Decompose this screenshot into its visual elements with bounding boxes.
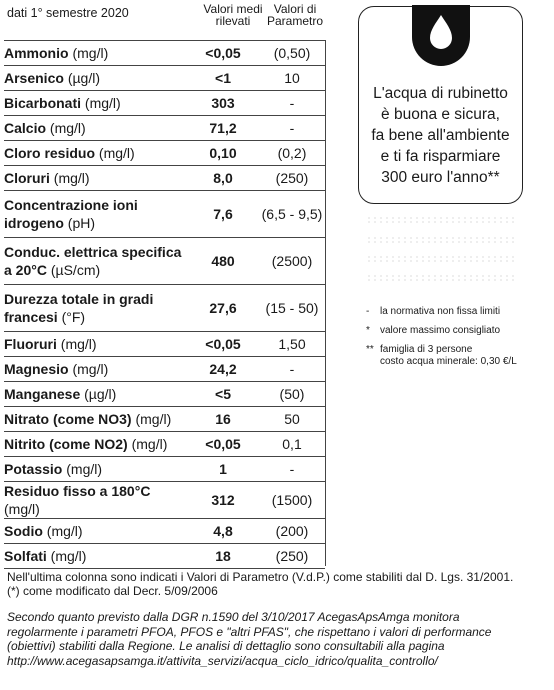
parameter-limit: (2500) bbox=[259, 238, 325, 285]
parameter-name: Cloro residuo bbox=[4, 145, 96, 161]
parameter-limit: (15 - 50) bbox=[259, 285, 325, 332]
parameter-unit: (°F) bbox=[61, 309, 86, 325]
note-no-limit: - la normativa non fissa limiti bbox=[366, 306, 501, 317]
parameter-unit: (mg/l) bbox=[135, 411, 172, 427]
parameter-limit: - bbox=[259, 457, 325, 482]
water-drop-icon bbox=[412, 5, 470, 67]
parameter-name: Cloruri bbox=[4, 170, 50, 186]
table-row bbox=[4, 66, 325, 91]
card-line-5: 300 euro l'anno** bbox=[381, 169, 500, 186]
parameter-limit: (250) bbox=[259, 166, 325, 191]
parameter-unit: (mg/l) bbox=[66, 461, 103, 477]
parameter-unit: (mg/l) bbox=[98, 145, 135, 161]
faded-text-placeholder bbox=[366, 255, 516, 263]
parameter-unit: (µS/cm) bbox=[50, 262, 101, 278]
measured-value: <0,05 bbox=[187, 41, 259, 66]
column-header-measured: Valori medi rilevati bbox=[203, 2, 263, 28]
faded-text-placeholder bbox=[366, 274, 516, 282]
measured-value: 4,8 bbox=[187, 519, 259, 544]
table-row bbox=[4, 166, 325, 191]
parameter-limit: - bbox=[259, 91, 325, 116]
table-row bbox=[4, 357, 325, 382]
parameter-name-cell bbox=[4, 357, 187, 382]
parameter-limit: 1,50 bbox=[259, 332, 325, 357]
parameter-unit: (mg/l) bbox=[72, 361, 109, 377]
table-row bbox=[4, 519, 325, 544]
parameter-unit: (mg/l) bbox=[49, 120, 86, 136]
parameter-unit: (pH) bbox=[67, 215, 96, 231]
parameter-name: Bicarbonati bbox=[4, 95, 82, 111]
parameter-limit: - bbox=[259, 116, 325, 141]
parameter-name: Fluoruri bbox=[4, 336, 57, 352]
parameter-name: Sodio bbox=[4, 523, 43, 539]
column-header-parameter: Valori di Parametro bbox=[266, 2, 324, 28]
parameter-name: Concentrazione ioni idrogeno bbox=[4, 197, 138, 231]
note-family-cost: ** famiglia di 3 persone costo acqua minerale: 0,30 €/L bbox=[366, 344, 517, 367]
parameter-limit: (200) bbox=[259, 519, 325, 544]
parameter-name-cell bbox=[4, 141, 187, 166]
table-row bbox=[4, 238, 325, 285]
measured-value: 71,2 bbox=[187, 116, 259, 141]
table-row bbox=[4, 432, 325, 457]
parameter-limit: (0,2) bbox=[259, 141, 325, 166]
measured-value: 1 bbox=[187, 457, 259, 482]
parameter-name-cell bbox=[4, 41, 187, 66]
measured-value: 312 bbox=[187, 482, 259, 519]
parameter-name: Conduc. elettrica specifica a 20°C bbox=[4, 244, 182, 278]
parameter-name: Nitrato (come NO3) bbox=[4, 411, 132, 427]
table-row bbox=[4, 285, 325, 332]
parameter-name-cell bbox=[4, 544, 187, 569]
footer-pfas-note: Secondo quanto previsto dalla DGR n.1590 del 3/10/2017 AcegasApsAmga monitora regolarmente i parametri PFOA, PFOS e "altri PFAS", che rispettano i valori di performance (obiettivi) stabiliti dalla Regione. Le analisi di dettaglio sono consultabili alla pagina http://www.acegasapsamga.it/attivita_servizi/acqua_ciclo_idrico/qualita_controllo/ bbox=[7, 610, 552, 668]
parameter-name-cell bbox=[4, 66, 187, 91]
parameter-unit: (mg/l) bbox=[50, 548, 87, 564]
parameter-unit: (µg/l) bbox=[84, 386, 117, 402]
measured-value: <0,05 bbox=[187, 332, 259, 357]
parameter-limit: 0,1 bbox=[259, 432, 325, 457]
parameter-unit: (mg/l) bbox=[84, 95, 121, 111]
table-row bbox=[4, 141, 325, 166]
parameter-limit: (1500) bbox=[259, 482, 325, 519]
parameter-name: Potassio bbox=[4, 461, 63, 477]
measured-value: 8,0 bbox=[187, 166, 259, 191]
parameter-name-cell bbox=[4, 382, 187, 407]
parameter-name-cell bbox=[4, 285, 187, 332]
parameter-limit: (250) bbox=[259, 544, 325, 569]
table-row bbox=[4, 91, 325, 116]
parameter-limit: 50 bbox=[259, 407, 325, 432]
parameter-unit: (mg/l) bbox=[4, 501, 40, 517]
parameter-name: Residuo fisso a 180°C bbox=[4, 483, 151, 499]
parameter-name: Nitrito (come NO2) bbox=[4, 436, 128, 452]
parameter-unit: (mg/l) bbox=[53, 170, 90, 186]
quality-control-link[interactable]: http://www.acegasapsamga.it/attivita_servizi/acqua_ciclo_idrico/qualita_controllo/ bbox=[7, 653, 438, 668]
water-parameters-table bbox=[4, 40, 325, 569]
measured-value: 303 bbox=[187, 91, 259, 116]
parameter-unit: (µg/l) bbox=[67, 70, 100, 86]
measured-value: 18 bbox=[187, 544, 259, 569]
measured-value: 480 bbox=[187, 238, 259, 285]
table-row bbox=[4, 116, 325, 141]
card-line-3: fa bene all'ambiente bbox=[371, 127, 510, 144]
table-row bbox=[4, 382, 325, 407]
parameter-limit: (50) bbox=[259, 382, 325, 407]
measured-value: <5 bbox=[187, 382, 259, 407]
parameter-limit: - bbox=[259, 357, 325, 382]
parameter-limit: 10 bbox=[259, 66, 325, 91]
parameter-name-cell bbox=[4, 432, 187, 457]
parameter-name-cell bbox=[4, 191, 187, 238]
parameter-unit: (mg/l) bbox=[72, 45, 109, 61]
measured-value: 27,6 bbox=[187, 285, 259, 332]
parameter-unit: (mg/l) bbox=[131, 436, 168, 452]
parameter-name-cell bbox=[4, 91, 187, 116]
table-row bbox=[4, 41, 325, 66]
parameter-name: Arsenico bbox=[4, 70, 64, 86]
parameter-name: Solfati bbox=[4, 548, 47, 564]
parameter-name-cell bbox=[4, 332, 187, 357]
measured-value: <0,05 bbox=[187, 432, 259, 457]
parameter-limit: (6,5 - 9,5) bbox=[259, 191, 325, 238]
table-row bbox=[4, 482, 325, 519]
card-line-1: L'acqua di rubinetto bbox=[373, 85, 508, 102]
parameter-name-cell bbox=[4, 116, 187, 141]
table-row bbox=[4, 457, 325, 482]
parameter-name-cell bbox=[4, 457, 187, 482]
faded-text-placeholder bbox=[366, 216, 516, 224]
table-row bbox=[4, 332, 325, 357]
measured-value: 7,6 bbox=[187, 191, 259, 238]
table-row bbox=[4, 407, 325, 432]
table-divider bbox=[325, 40, 326, 566]
measured-value: 0,10 bbox=[187, 141, 259, 166]
parameter-name: Magnesio bbox=[4, 361, 69, 377]
parameter-name-cell bbox=[4, 166, 187, 191]
legend-notes bbox=[366, 306, 517, 375]
table-row bbox=[4, 544, 325, 569]
parameter-name-cell bbox=[4, 407, 187, 432]
parameter-name-cell bbox=[4, 238, 187, 285]
parameter-unit: (mg/l) bbox=[46, 523, 83, 539]
parameter-name-cell bbox=[4, 482, 187, 519]
measured-value: 24,2 bbox=[187, 357, 259, 382]
data-period-label: dati 1° semestre 2020 bbox=[7, 6, 129, 20]
table-row bbox=[4, 191, 325, 238]
parameter-limit: (0,50) bbox=[259, 41, 325, 66]
info-card bbox=[358, 6, 523, 204]
parameter-name: Manganese bbox=[4, 386, 81, 402]
parameter-name: Ammonio bbox=[4, 45, 69, 61]
measured-value: <1 bbox=[187, 66, 259, 91]
parameter-name: Calcio bbox=[4, 120, 47, 136]
note-recommended-max: * valore massimo consigliato bbox=[366, 325, 501, 336]
parameter-unit: (mg/l) bbox=[60, 336, 97, 352]
parameter-name: Durezza totale in gradi francesi bbox=[4, 291, 154, 325]
faded-text-placeholder bbox=[366, 236, 516, 244]
footer-legal-note: Nell'ultima colonna sono indicati i Valori di Parametro (V.d.P.) come stabiliti dal D. Lgs. 31/2001. (*) come modificato dal Decr. 5/09/2006 bbox=[7, 570, 514, 598]
card-line-2: è buona e sicura, bbox=[381, 106, 500, 123]
measured-value: 16 bbox=[187, 407, 259, 432]
parameter-name-cell bbox=[4, 519, 187, 544]
card-line-4: e ti fa risparmiare bbox=[380, 148, 501, 165]
